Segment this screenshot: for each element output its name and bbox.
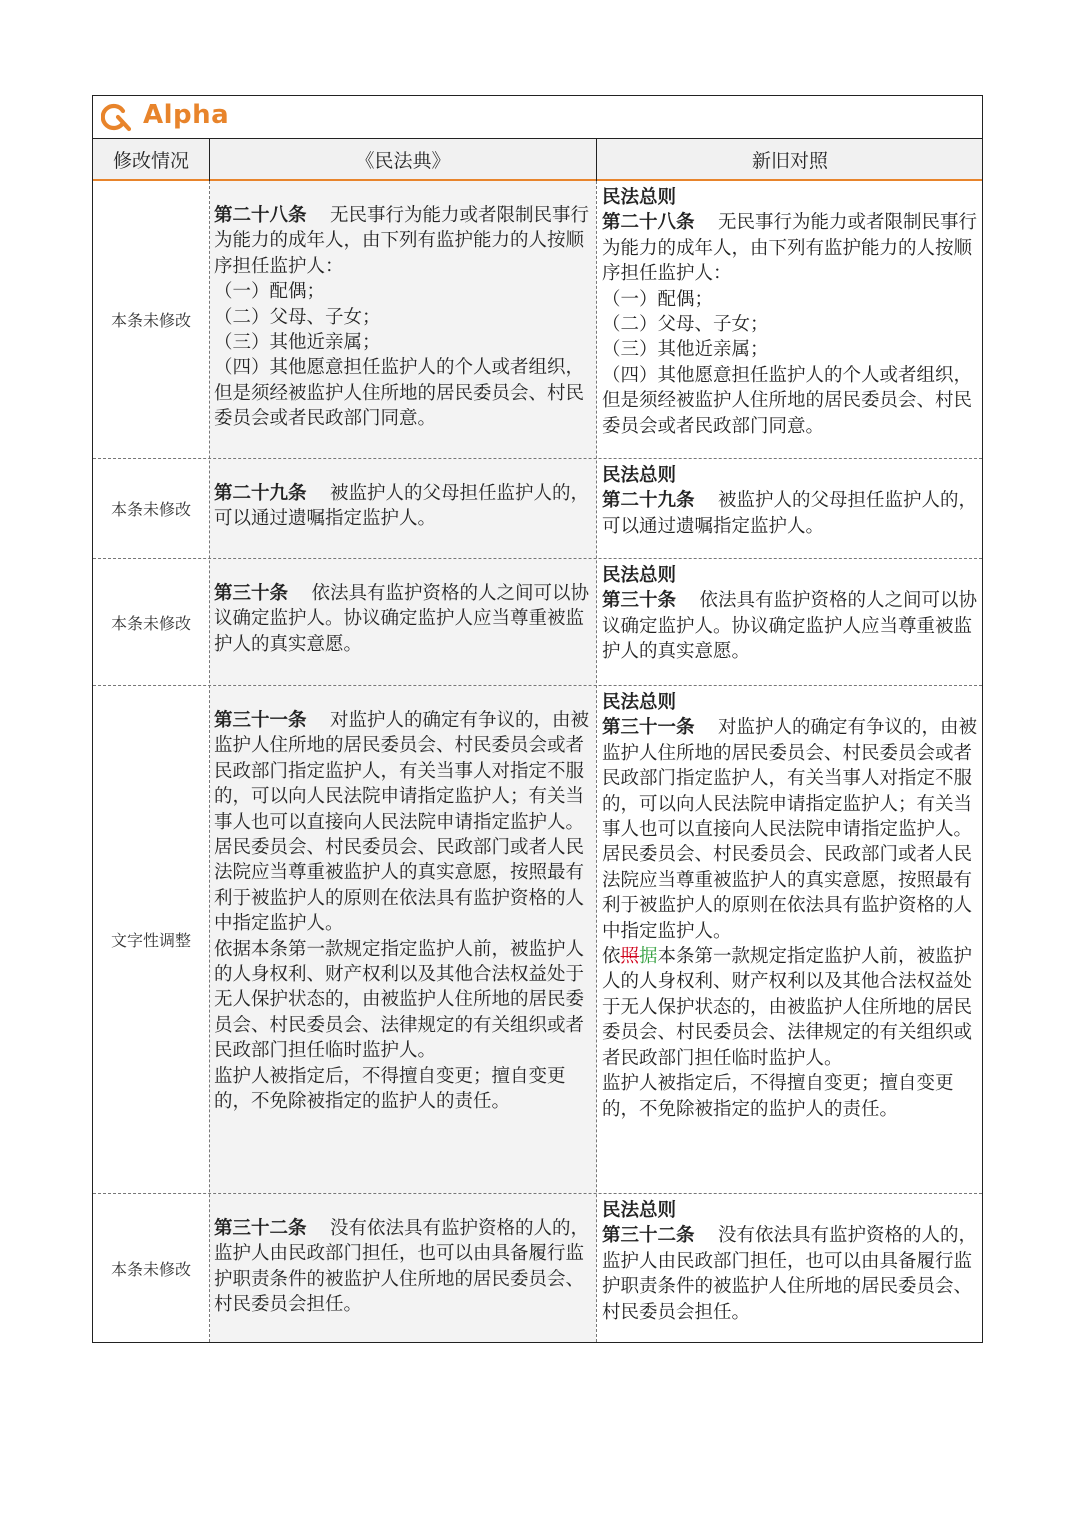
paragraph: 对监护人的确定有争议的，由被监护人住所地的居民委员会、村民委员会或者民政部门指定监护人，有关当事人对指定不服的，可以向人民法院申请指定监护人；有关当事人也可以直接向人民法院申请指定监护人。 xyxy=(214,710,590,833)
article-number: 第三十一条 xyxy=(602,717,695,739)
table-row xyxy=(93,459,982,559)
section-label: 民法总则 xyxy=(602,1200,677,1221)
header-civil-code: 《民法典》 xyxy=(355,149,451,172)
article-number: 第三十条 xyxy=(214,583,289,604)
paragraph: （四）其他愿意担任监护人的个人或者组织，但是须经被监护人住所地的居民委员会、村民委员会或者民政部门同意。 xyxy=(214,357,585,430)
paragraph: 无民事行为能力或者限制民事行为能力的成年人，由下列有监护能力的人按顺序担任监护人： xyxy=(214,205,590,277)
paragraph: 监护人被指定后，不得擅自变更；擅自变更的，不免除被指定的监护人的责任。 xyxy=(214,1065,566,1113)
comparison-text xyxy=(598,559,982,685)
paragraph: （二）父母、子女； xyxy=(602,314,769,336)
paragraph: 依法具有监护资格的人之间可以协议确定监护人。协议确定监护人应当尊重被监护人的真实意愿。 xyxy=(214,583,590,655)
section-label: 民法总则 xyxy=(602,565,677,586)
table-row xyxy=(93,559,982,686)
article-number: 第二十九条 xyxy=(214,483,307,504)
paragraph: （三）其他近亲属； xyxy=(602,339,769,361)
table-row xyxy=(93,181,982,459)
article-number: 第二十九条 xyxy=(602,490,695,512)
inserted-text: 据 xyxy=(639,946,658,968)
article-number: 第三十二条 xyxy=(602,1225,695,1247)
paragraph: （一）配偶； xyxy=(214,281,326,303)
row-status: 文字性调整 xyxy=(110,931,191,950)
comparison-text xyxy=(598,459,982,558)
header-divider xyxy=(596,139,597,181)
paragraph: 无民事行为能力或者限制民事行为能力的成年人，由下列有监护能力的人按顺序担任监护人： xyxy=(602,212,978,285)
header-divider xyxy=(209,139,210,181)
header-status: 修改情况 xyxy=(112,149,189,172)
column-divider xyxy=(209,181,210,1342)
brand-bar xyxy=(93,96,982,139)
comparison-text xyxy=(598,181,982,458)
table-row xyxy=(93,1194,982,1342)
article-number: 第三十一条 xyxy=(214,710,307,731)
paragraph: （三）其他近亲属； xyxy=(214,332,381,354)
paragraph: （二）父母、子女； xyxy=(214,306,381,328)
paragraph: 被监护人的父母担任监护人的，可以通过遗嘱指定监护人。 xyxy=(214,483,590,530)
paragraph: 对监护人的确定有争议的，由被监护人住所地的居民委员会、村民委员会或者民政部门指定监护人，有关当事人对指定不服的，可以向人民法院申请指定监护人；有关当事人也可以直接向人民法院申请指定监护人。 xyxy=(602,717,978,841)
paragraph-with-revision xyxy=(602,944,978,1071)
article-number: 第三十二条 xyxy=(214,1218,307,1239)
paragraph: 被监护人的父母担任监护人的，可以通过遗嘱指定监护人。 xyxy=(602,490,978,537)
civil-code-text xyxy=(210,181,596,458)
header-comparison: 新旧对照 xyxy=(751,149,828,172)
row-status: 本条未修改 xyxy=(110,500,191,519)
paragraph: 依据本条第一款规定指定监护人前，被监护人的人身权利、财产权利以及其他合法权益处于无人保护状态的，由被监护人住所地的居民委员会、村民委员会、法律规定的有关组织或者民政部门担任临时监护人。 xyxy=(214,938,585,1062)
table-header xyxy=(93,139,982,181)
civil-code-text xyxy=(210,559,596,685)
civil-code-text xyxy=(210,459,596,558)
table-row xyxy=(93,686,982,1194)
alpha-logo-icon xyxy=(101,102,131,132)
paragraph: 没有依法具有监护资格的人的，监护人由民政部门担任，也可以由具备履行监护职责条件的被监护人住所地的居民委员会、村民委员会担任。 xyxy=(214,1218,590,1316)
article-number: 第三十条 xyxy=(602,590,677,612)
brand-name: Alpha xyxy=(143,100,230,130)
section-label: 民法总则 xyxy=(602,187,677,208)
text-prefix: 依 xyxy=(602,946,621,968)
deleted-text: 照 xyxy=(620,946,640,968)
article-number: 第二十八条 xyxy=(602,212,695,234)
comparison-text xyxy=(598,686,982,1193)
comparison-table xyxy=(92,95,983,1343)
row-status: 本条未修改 xyxy=(110,1259,191,1279)
comparison-text xyxy=(598,1194,982,1342)
paragraph: 没有依法具有监护资格的人的，监护人由民政部门担任，也可以由具备履行监护职责条件的被监护人住所地的居民委员会、村民委员会担任。 xyxy=(602,1225,978,1323)
paragraph: 依法具有监护资格的人之间可以协议确定监护人。协议确定监护人应当尊重被监护人的真实意愿。 xyxy=(602,590,978,663)
paragraph: （一）配偶； xyxy=(602,288,714,310)
article-number: 第二十八条 xyxy=(214,205,307,226)
column-divider xyxy=(596,181,597,1342)
paragraph: 监护人被指定后，不得擅自变更；擅自变更的，不免除被指定的监护人的责任。 xyxy=(602,1073,954,1120)
paragraph: 居民委员会、村民委员会、民政部门或者人民法院应当尊重被监护人的真实意愿，按照最有利于被监护人的原则在依法具有监护资格的人中指定监护人。 xyxy=(602,844,973,942)
paragraph: （四）其他愿意担任监护人的个人或者组织，但是须经被监护人住所地的居民委员会、村民委员会或者民政部门同意。 xyxy=(602,364,973,437)
row-status: 本条未修改 xyxy=(110,613,191,633)
civil-code-text xyxy=(210,686,596,1193)
section-label: 民法总则 xyxy=(602,692,677,713)
section-label: 民法总则 xyxy=(602,465,677,486)
row-status: 本条未修改 xyxy=(110,311,191,330)
civil-code-text xyxy=(210,1194,596,1342)
paragraph: 居民委员会、村民委员会、民政部门或者人民法院应当尊重被监护人的真实意愿，按照最有利于被监护人的原则在依法具有监护资格的人中指定监护人。 xyxy=(214,837,585,935)
text-rest: 本条第一款规定指定监护人前，被监护人的人身权利、财产权利以及其他合法权益处于无人保护状态的，由被监护人住所地的居民委员会、村民委员会、法律规定的有关组织或者民政部门担任临时监护人。 xyxy=(602,946,973,1069)
